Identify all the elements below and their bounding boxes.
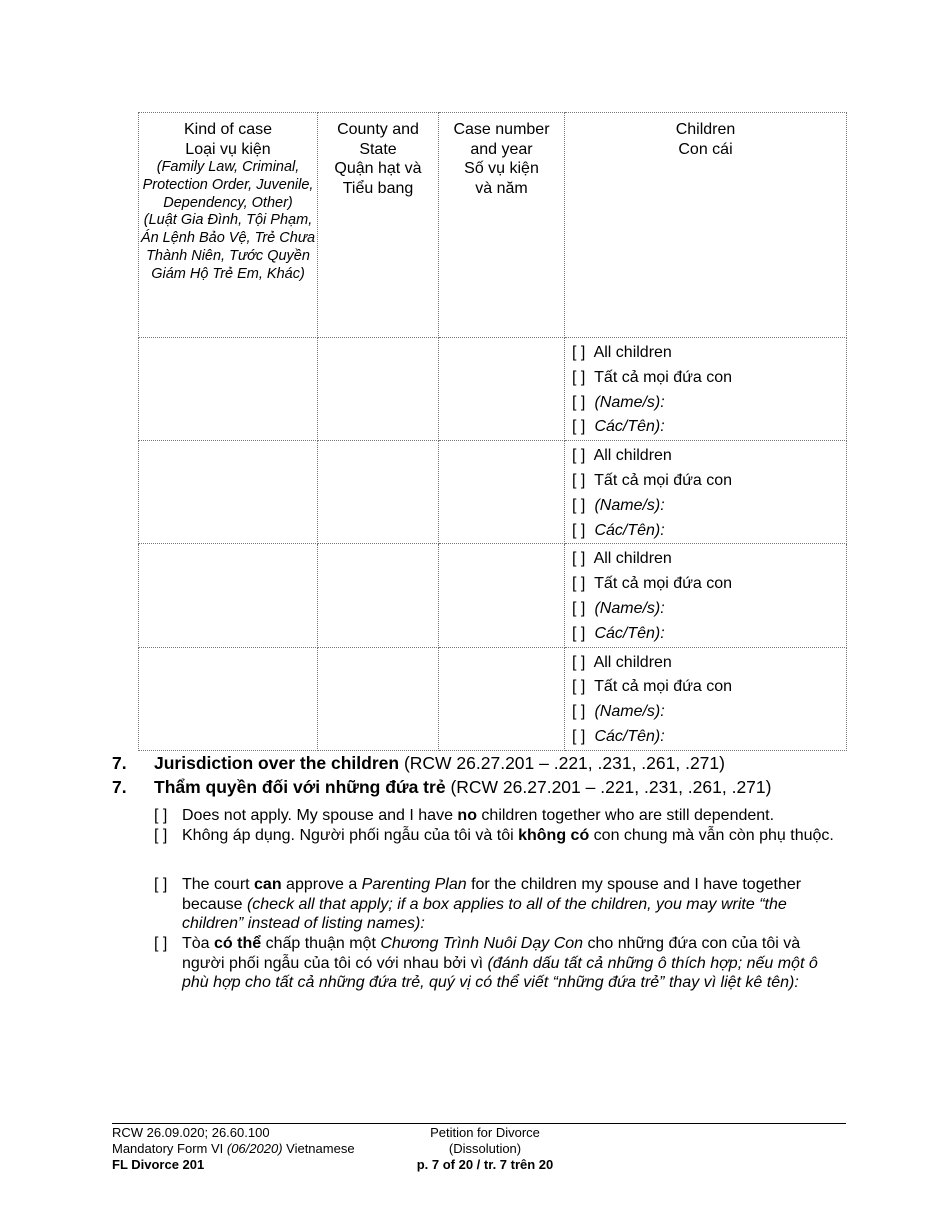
child-option xyxy=(572,469,846,494)
cell-county[interactable] xyxy=(318,338,439,441)
child-option xyxy=(572,700,846,725)
child-option xyxy=(572,494,846,519)
cell-county[interactable] xyxy=(318,647,439,750)
child-option xyxy=(572,415,846,440)
option-does-not-apply-en: [ ] Does not apply. My spouse and I have no children together who are still dependent. xyxy=(154,807,775,824)
child-option-label: Các/Tên): xyxy=(594,727,665,745)
child-option-label: (Name/s): xyxy=(594,393,665,411)
child-option xyxy=(572,519,846,544)
checkbox[interactable]: [ ] xyxy=(572,496,586,514)
cell-county[interactable] xyxy=(318,441,439,544)
child-option xyxy=(572,341,846,366)
cell-children xyxy=(565,647,847,750)
cell-children xyxy=(565,338,847,441)
cell-case[interactable] xyxy=(439,647,565,750)
child-option-label: Tất cả mọi đứa con xyxy=(594,368,733,386)
checkbox[interactable]: [ ] xyxy=(572,727,586,745)
table-row xyxy=(139,441,847,544)
child-option-label: All children xyxy=(593,653,672,671)
cell-case[interactable] xyxy=(439,441,565,544)
child-option xyxy=(572,675,846,700)
checkbox[interactable]: [ ] xyxy=(572,624,586,642)
child-option xyxy=(572,444,846,469)
footer-rule xyxy=(112,1123,846,1124)
table-header-row xyxy=(139,113,847,338)
cell-kind[interactable] xyxy=(139,338,318,441)
checkbox[interactable]: [ ] xyxy=(572,703,586,721)
child-option-label: Tất cả mọi đứa con xyxy=(594,471,733,489)
checkbox[interactable]: [ ] xyxy=(572,599,586,617)
child-option xyxy=(572,366,846,391)
cell-kind[interactable] xyxy=(139,441,318,544)
cell-case[interactable] xyxy=(439,338,565,441)
checkbox[interactable]: [ ] xyxy=(154,876,168,893)
child-option xyxy=(572,572,846,597)
related-cases-table xyxy=(138,112,847,751)
child-option xyxy=(572,391,846,416)
child-option xyxy=(572,547,846,572)
checkbox[interactable]: [ ] xyxy=(572,471,586,489)
footer-center: Petition for Divorce (Dissolution) p. 7 of 20 / tr. 7 trên 20 xyxy=(416,1125,554,1172)
child-option-label: All children xyxy=(593,550,672,568)
table-row xyxy=(139,338,847,441)
cell-children xyxy=(565,441,847,544)
child-option-label: (Name/s): xyxy=(594,599,665,617)
checkbox[interactable]: [ ] xyxy=(572,344,586,361)
table-row xyxy=(139,544,847,647)
child-option xyxy=(572,622,846,647)
child-option-label: Tất cả mọi đứa con xyxy=(594,678,733,696)
section-7-heading-vi: 7. Thẩm quyền đối với những đứa trẻ (RCW 26.27.201 – .221, .231, .261, .271) xyxy=(112,777,772,797)
checkbox[interactable]: [ ] xyxy=(572,393,586,411)
child-option-label: Các/Tên): xyxy=(594,624,665,642)
header-kind-of-case: Kind of case Loại vụ kiện (Family Law, Criminal, Protection Order, Juvenile, Dependency, Other) (Luật Gia Đình, Tội Phạm, Án Lệnh Bảo Vệ, Trẻ Chưa Thành Niên, Tước Quyền Giám Hộ Trẻ Em, Khác) xyxy=(139,113,318,338)
option-court-can-approve-vi: [ ] Tòa có thể chấp thuận một Chương Trình Nuôi Dạy Con cho những đứa con của tôi và người phối ngẫu của tôi có với nhau bởi vì (đánh dấu tất cả những ô thích hợp; nếu một ô phù hợp cho tất cả những đứa trẻ, quý vị có thể viết “những đứa trẻ” thay vì liệt kê tên): xyxy=(154,935,818,992)
cell-kind[interactable] xyxy=(139,544,318,647)
section-7-heading-en: 7. Jurisdiction over the children (RCW 26.27.201 – .221, .231, .261, .271) xyxy=(112,753,725,773)
checkbox[interactable]: [ ] xyxy=(572,368,586,386)
header-case-number-year: Case number and year Số vụ kiện và năm xyxy=(439,113,565,338)
child-option-label: All children xyxy=(593,447,672,465)
option-court-can-approve-en: [ ] The court can approve a Parenting Plan for the children my spouse and I have together because (check all that apply; if a box applies to all of the children, you may write “the children” instead of listing names): xyxy=(154,876,802,933)
child-option xyxy=(572,597,846,622)
child-option-label: (Name/s): xyxy=(594,703,665,721)
option-does-not-apply-vi: [ ] Không áp dụng. Người phối ngẫu của tôi và tôi không có con chung mà vẫn còn phụ thuộc. xyxy=(154,827,834,844)
checkbox[interactable]: [ ] xyxy=(572,521,586,539)
child-option-label: Các/Tên): xyxy=(594,418,665,436)
checkbox[interactable]: [ ] xyxy=(572,550,586,568)
checkbox[interactable]: [ ] xyxy=(572,653,586,671)
checkbox[interactable]: [ ] xyxy=(154,827,168,844)
child-option xyxy=(572,725,846,750)
child-option xyxy=(572,651,846,676)
cell-county[interactable] xyxy=(318,544,439,647)
checkbox[interactable]: [ ] xyxy=(154,935,168,952)
cell-kind[interactable] xyxy=(139,647,318,750)
cell-children xyxy=(565,544,847,647)
cell-case[interactable] xyxy=(439,544,565,647)
footer-left: RCW 26.09.020; 26.60.100 Mandatory Form VI (06/2020) Vietnamese FL Divorce 201 xyxy=(112,1125,355,1172)
child-option-label: All children xyxy=(593,344,672,361)
checkbox[interactable]: [ ] xyxy=(572,418,586,436)
checkbox[interactable]: [ ] xyxy=(572,575,586,593)
checkbox[interactable]: [ ] xyxy=(572,447,586,465)
checkbox[interactable]: [ ] xyxy=(572,678,586,696)
header-children: Children Con cái xyxy=(565,113,847,338)
header-county-state: County and State Quận hạt và Tiểu bang xyxy=(318,113,439,338)
table-row xyxy=(139,647,847,750)
child-option-label: Tất cả mọi đứa con xyxy=(594,575,733,593)
checkbox[interactable]: [ ] xyxy=(154,807,168,824)
child-option-label: Các/Tên): xyxy=(594,521,665,539)
child-option-label: (Name/s): xyxy=(594,496,665,514)
